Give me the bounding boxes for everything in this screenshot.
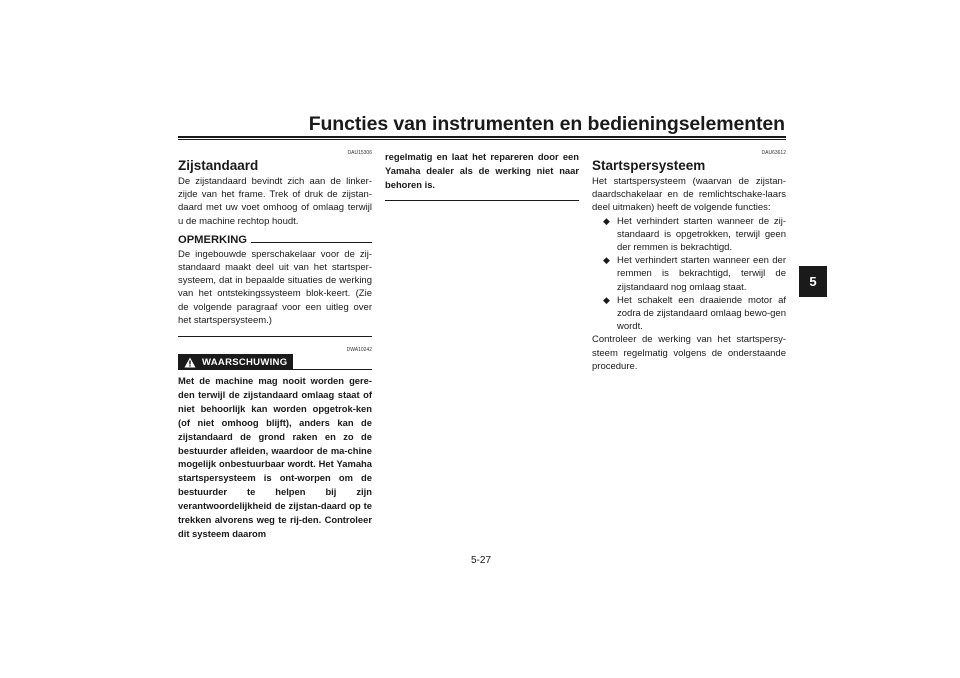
note-label: OPMERKING [178, 233, 247, 246]
list-item-text: Het verhindert starten wanneer de zij-standaard is opgetrokken, terwijl geen der remmen is bekrachtigd. [617, 215, 786, 254]
warning-header [178, 354, 372, 370]
section-code: DAU15306 [347, 150, 372, 156]
warning-badge [178, 354, 293, 370]
warning-end-rule [385, 200, 579, 201]
list-item-text: Het schakelt een draaiende motor af zodra de zijstandaard omlaag bewo-gen wordt. [617, 294, 786, 333]
section-heading-zijstandaard: Zijstandaard [178, 158, 259, 173]
page-number: 5-27 [470, 555, 491, 566]
warning-code: DWA10242 [346, 347, 372, 354]
note-end-rule [178, 336, 372, 337]
list-item [603, 215, 786, 255]
section-outro: Controleer de werking van het startspersy-steem regelmatig volgens de onderstaande procedure. [592, 334, 786, 372]
note-header [178, 234, 372, 246]
list-item-text: Het verhindert starten wanneer een der remmen is bekrachtigd, terwijl de zijstandaard nog omlaag staat. [617, 255, 786, 293]
warning-rule [293, 369, 372, 370]
header-rule [178, 136, 786, 138]
section-intro: Het startspersysteem (waarvan de zijstan-daardschakelaar en de remlichtschake-laars deel uitmaken) heeft de volgende functies: [592, 176, 786, 214]
function-list [592, 215, 786, 334]
warning-text-continued: regelmatig en laat het repareren door een Yamaha dealer als de werking niet naar behoren is. [385, 151, 579, 190]
column-middle [385, 150, 579, 201]
bullet-diamond-icon: ◆ [603, 294, 610, 305]
section-paragraph: De zijstandaard bevindt zich aan de linker-zijde van het frame. Trek of druk de zijstan-daard met uw voet omhoog of omlaag terwijl u de machine rechtop houdt. [178, 176, 372, 227]
note-text: De ingebouwde sperschakelaar voor de zij-standaard maakt deel uit van het startsper-systeem, dat in bepaalde situaties de werking van het ontstekingssysteem blok-keert. (Zie de volgende paragraaf voor een uitleg over het startspersysteem.) [178, 248, 372, 326]
page-header-title: Functies van instrumenten en bedieningselementen [308, 113, 785, 135]
bullet-diamond-icon: ◆ [603, 215, 610, 226]
section-code: DAU63612 [761, 150, 786, 156]
header-rule-thin [178, 139, 786, 140]
warning-text: Met de machine mag nooit worden gere-den terwijl de zijstandaard omlaag staat of niet behoorlijk kan worden opgetrok-ken (of niet omhoog blijft), anders kan de zijstandaard de grond raken en zo de bestuurder afleiden, waardoor de ma-chine mogelijk onbestuurbaar wordt. Het Yamaha startspersysteem is ont-worpen om de bestuurder te helpen bij zijn verantwoordelijkheid de zijstan-daard op te trekken alvorens weg te rij-den. Controleer dit systeem daarom [178, 375, 372, 539]
column-right [592, 150, 786, 373]
chapter-tab[interactable]: 5 [799, 266, 827, 297]
section-heading-startspersysteem: Startspersysteem [592, 158, 706, 173]
list-item [603, 254, 786, 294]
warning-label: WAARSCHUWING [202, 356, 288, 368]
bullet-diamond-icon: ◆ [603, 255, 610, 266]
note-rule [251, 242, 372, 243]
list-item [603, 294, 786, 334]
column-left [178, 150, 372, 541]
warning-triangle-icon [184, 357, 196, 368]
